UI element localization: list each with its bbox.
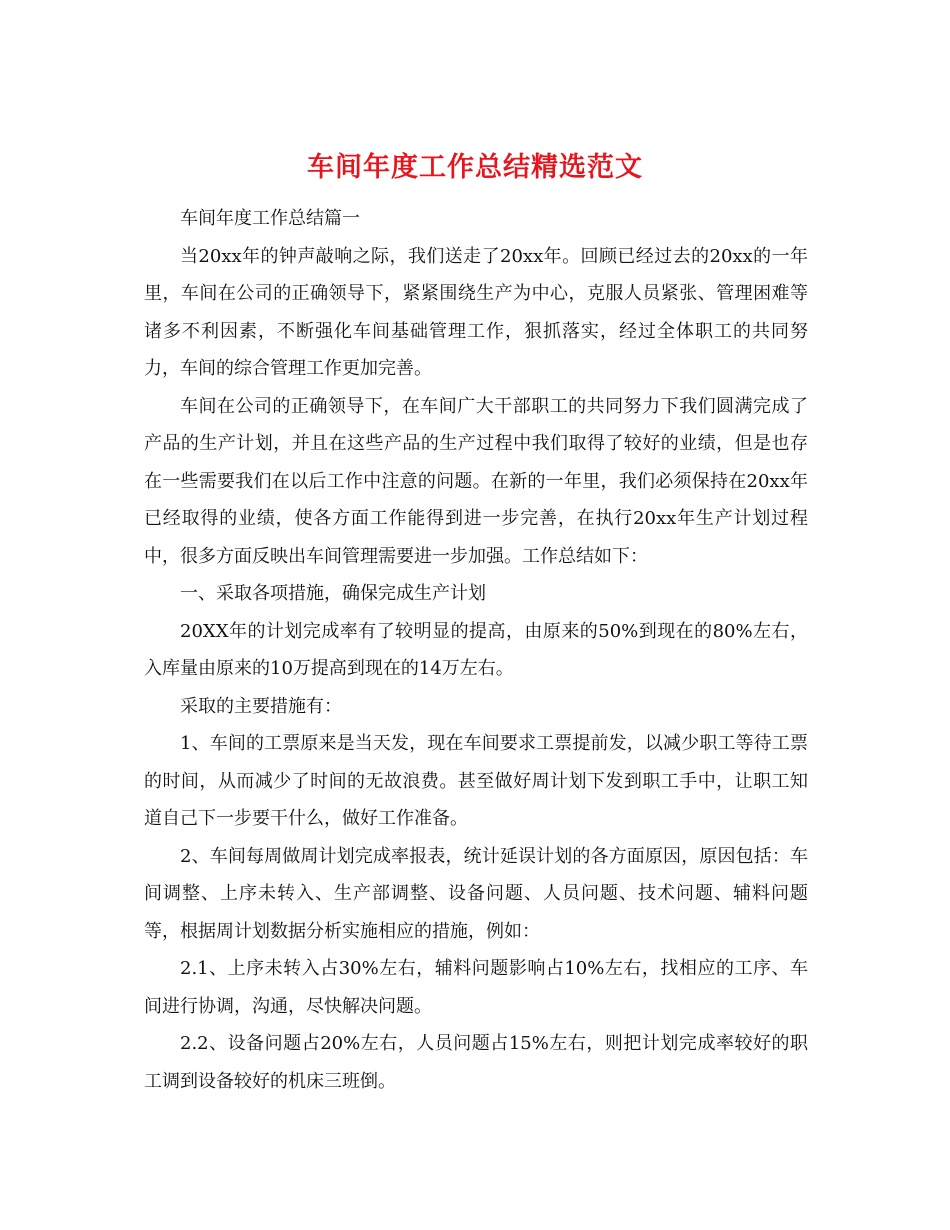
paragraph: 采取的主要措施有： (180, 695, 342, 717)
section-heading: 一、采取各项措施，确保完成生产计划 (180, 583, 486, 604)
paragraph: 车间在公司的正确领导下，在车间广大干部职工的共同努力下我们圆满完成了产品的生产计划，并且在这些产品的生产过程中我们取得了较好的业绩，但是也存在一些需要我们在以后工作中注意的问题。在新的一年里，我们必须保持在20xx年已经取得的业绩，使各方面工作能得到进一步完善，在执行20xx年生产计划过程中，很多方面反映出车间管理需要进一步加强。工作总结如下： (144, 395, 808, 567)
paragraph: 当20xx年的钟声敲响之际，我们送走了20xx年。回顾已经过去的20xx的一年里，车间在公司的正确领导下，紧紧围绕生产为中心，克服人员紧张、管理困难等诸多不利因素，不断强化车间基础管理工作，狠抓落实，经过全体职工的共同努力，车间的综合管理工作更加完善。 (144, 245, 808, 379)
list-item: 2、车间每周做周计划完成率报表，统计延误计划的各方面原因，原因包括：车间调整、上序未转入、生产部调整、设备问题、人员问题、技术问题、辅料问题等，根据周计划数据分析实施相应的措施，例如： (144, 845, 808, 942)
list-item: 2.2、设备问题占20%左右，人员问题占15%左右，则把计划完成率较好的职工调到设备较好的机床三班倒。 (144, 1033, 808, 1092)
document-title: 车间年度工作总结精选范文 (307, 152, 643, 184)
list-item: 2.1、上序未转入占30%左右，辅料问题影响占10%左右，找相应的工序、车间进行协调，沟通，尽快解决问题。 (144, 958, 808, 1017)
section-heading: 车间年度工作总结篇一 (180, 208, 360, 229)
paragraph: 20XX年的计划完成率有了较明显的提高，由原来的50%到现在的80%左右，入库量由原来的10万提高到现在的14万左右。 (144, 620, 808, 679)
document-body (144, 200, 808, 1100)
list-item: 1、车间的工票原来是当天发，现在车间要求工票提前发，以减少职工等待工票的时间，从而减少了时间的无故浪费。甚至做好周计划下发到职工手中，让职工知道自己下一步要干什么，做好工作准备。 (144, 733, 808, 829)
